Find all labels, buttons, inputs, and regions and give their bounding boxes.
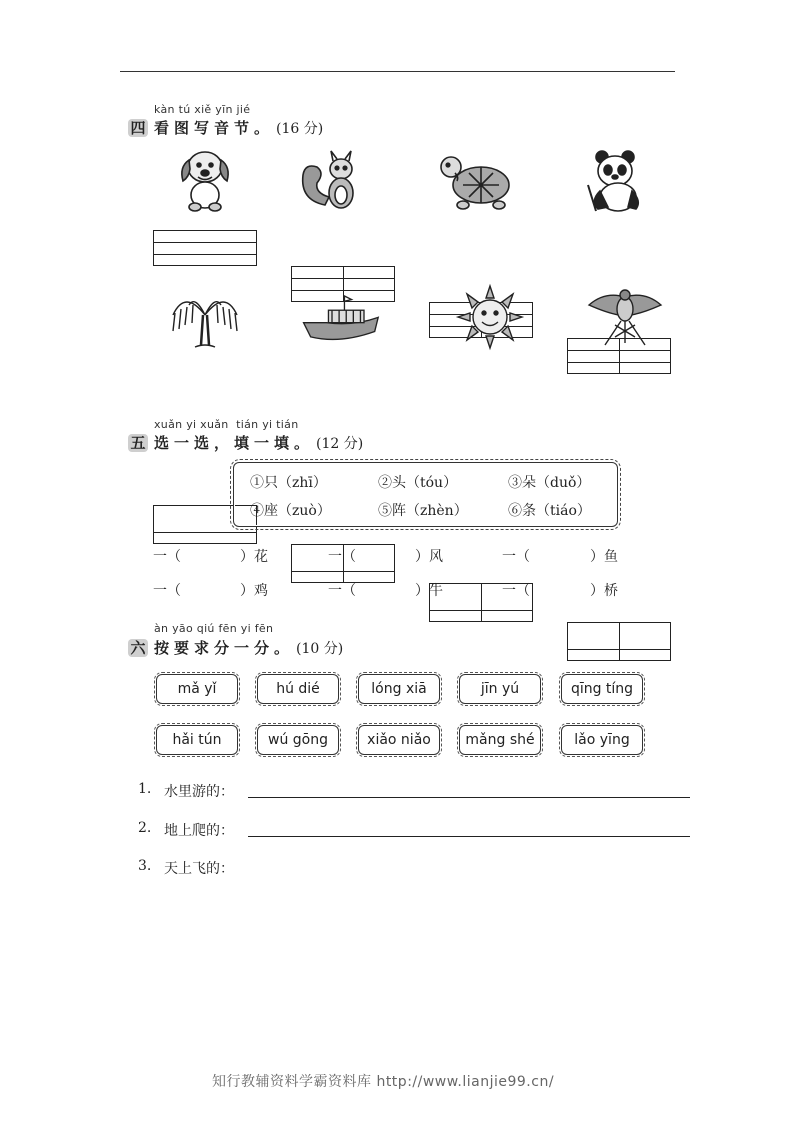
question-text: 天上飞的： — [164, 861, 234, 877]
section5-heading — [128, 432, 363, 453]
section4-score: (16 分) — [276, 120, 324, 137]
answer-line[interactable] — [248, 836, 690, 837]
header-rule — [120, 71, 675, 72]
section6-number: 六 — [128, 639, 148, 657]
willow-tree-icon — [165, 285, 245, 355]
blank-suffix: ）花 — [240, 549, 268, 565]
word-card[interactable]: hú dié — [257, 674, 339, 704]
option-item: ③朵（duǒ） — [508, 475, 591, 491]
answer-line[interactable] — [248, 797, 690, 798]
word-card[interactable]: jīn yú — [459, 674, 541, 704]
blank-prefix: 一（ — [502, 549, 530, 565]
section4-pinyin: kàn tú xiě yīn jié — [154, 103, 251, 116]
panda-icon — [578, 145, 658, 215]
section5-pinyin: xuǎn yi xuǎn tián yi tián — [154, 418, 299, 431]
section4-heading — [128, 117, 323, 138]
option-item: ④座（zuò） — [250, 503, 331, 519]
section6-title: 按要求分一分。 — [154, 639, 295, 657]
option-item: ⑥条（tiáo） — [508, 503, 591, 519]
section5-score: (12 分) — [316, 435, 364, 452]
section5-title: 选一选，填一填。 — [154, 434, 315, 452]
question-number: 2. — [138, 820, 152, 836]
option-item: ②头（tóu） — [378, 475, 458, 491]
kite-icon — [585, 285, 665, 355]
word-card[interactable]: wú gōng — [257, 725, 339, 755]
writing-grid-kite[interactable] — [567, 622, 671, 661]
question-number: 1. — [138, 781, 152, 797]
section6-pinyin: àn yāo qiú fēn yi fēn — [154, 622, 274, 635]
section4-title: 看图写音节。 — [154, 119, 275, 137]
word-card[interactable]: hǎi tún — [156, 725, 238, 755]
section4-number: 四 — [128, 119, 148, 137]
blank-suffix: ）桥 — [590, 583, 618, 599]
word-card[interactable]: mǎng shé — [459, 725, 541, 755]
squirrel-icon — [295, 145, 375, 215]
word-card[interactable]: xiǎo niǎo — [358, 725, 440, 755]
blank-prefix: 一（ — [328, 583, 356, 599]
blank-prefix: 一（ — [328, 549, 356, 565]
word-card[interactable]: mǎ yǐ — [156, 674, 238, 704]
option-item: ⑤阵（zhèn） — [378, 503, 468, 519]
writing-grid-puppy[interactable] — [153, 230, 257, 266]
word-card[interactable]: lóng xiā — [358, 674, 440, 704]
sun-icon — [450, 282, 530, 352]
section6-score: (10 分) — [296, 640, 344, 657]
blank-prefix: 一（ — [153, 549, 181, 565]
blank-suffix: ）鱼 — [590, 549, 618, 565]
section6-heading — [128, 637, 343, 658]
blank-suffix: ）牛 — [415, 583, 443, 599]
word-card[interactable]: lǎo yīng — [561, 725, 643, 755]
blank-prefix: 一（ — [153, 583, 181, 599]
boat-icon — [300, 285, 380, 355]
blank-suffix: ）鸡 — [240, 583, 268, 599]
turtle-icon — [435, 145, 515, 215]
blank-suffix: ）风 — [415, 549, 443, 565]
word-card[interactable]: qīng tíng — [561, 674, 643, 704]
footer-watermark: 知行教辅资料学霸资料库 http://www.lianjie99.cn/ — [212, 1074, 555, 1090]
blank-prefix: 一（ — [502, 583, 530, 599]
question-text: 水里游的： — [164, 784, 234, 800]
question-number: 3. — [138, 858, 152, 874]
question-text: 地上爬的： — [164, 823, 234, 839]
puppy-icon — [165, 145, 245, 215]
option-item: ①只（zhī） — [250, 475, 327, 491]
section5-number: 五 — [128, 434, 148, 452]
